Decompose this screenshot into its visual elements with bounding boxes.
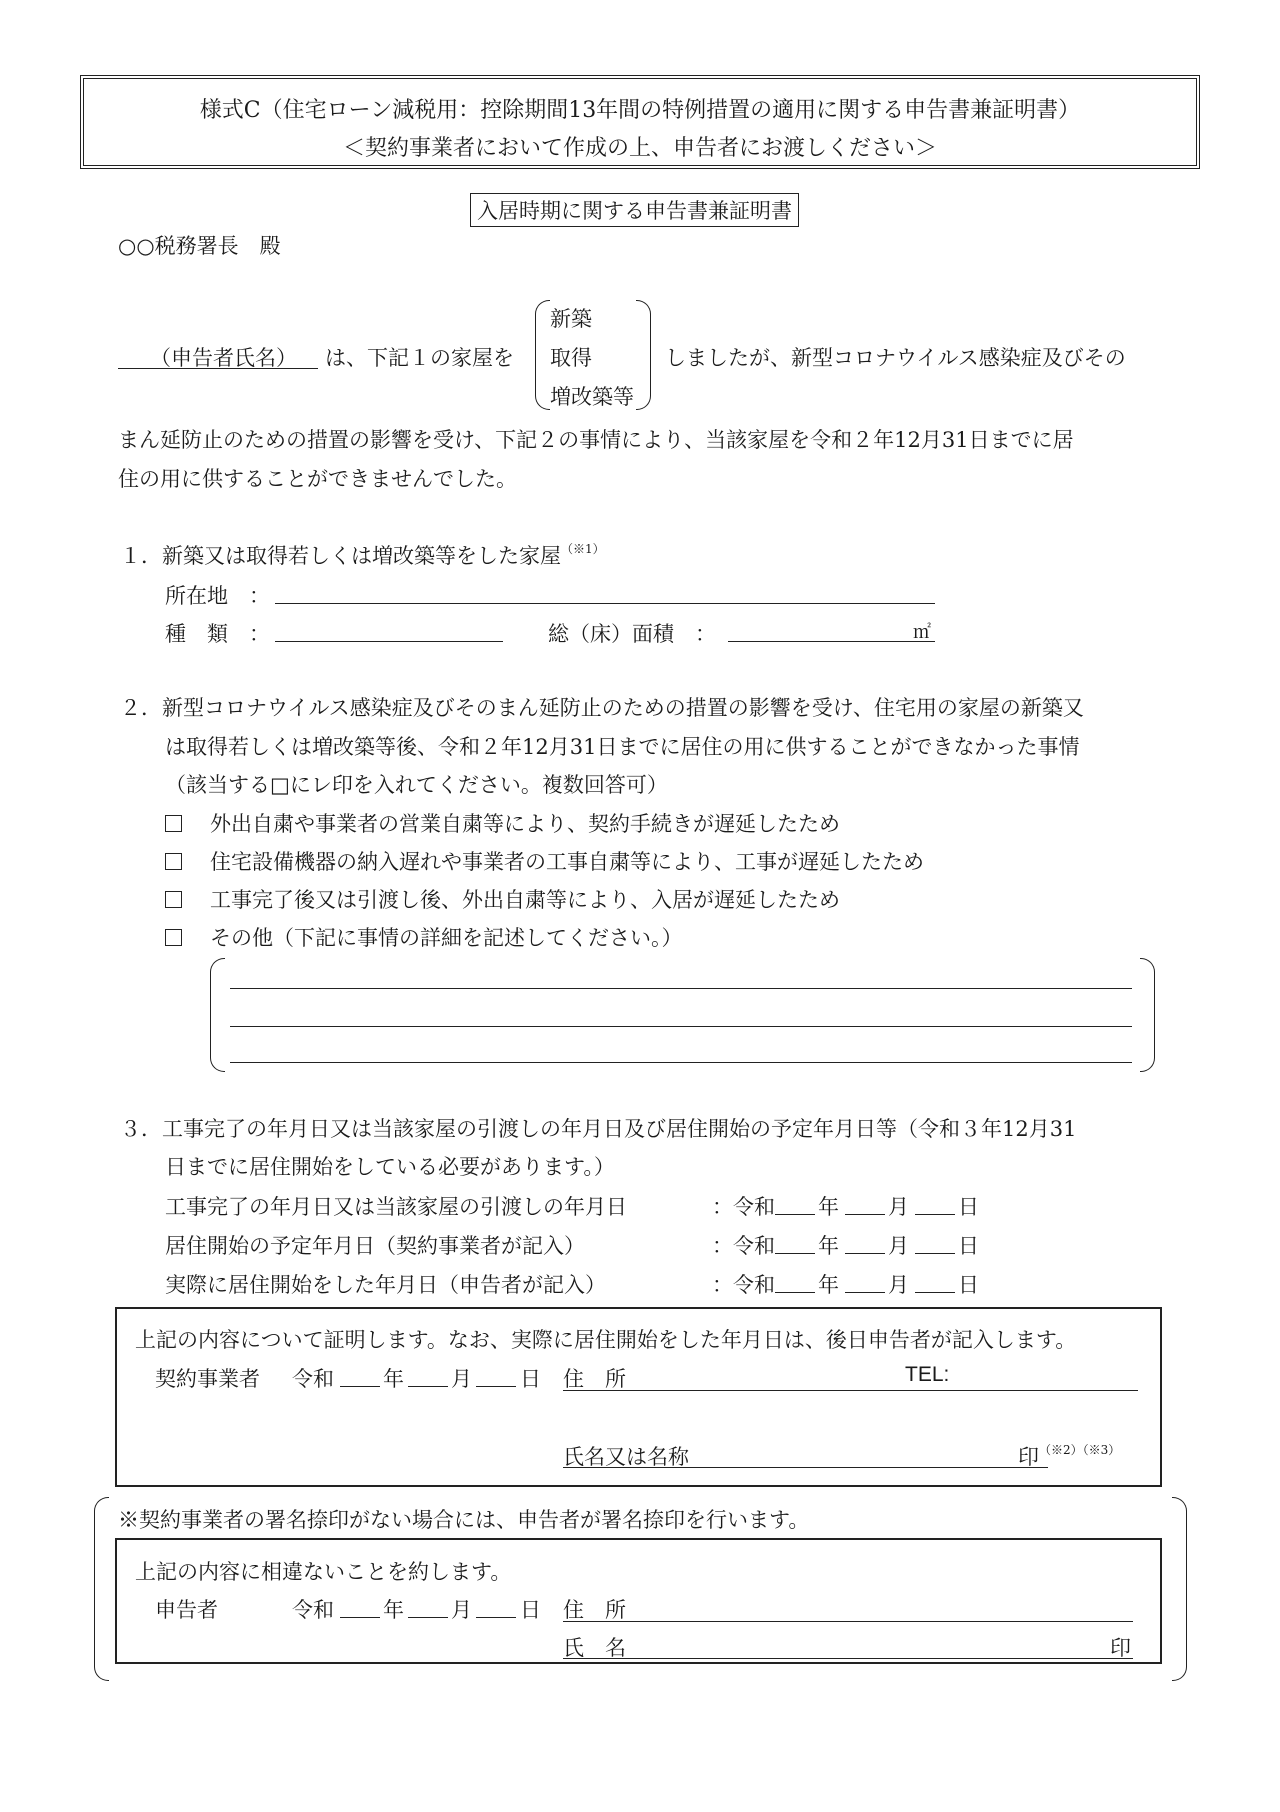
certificate-day-label: 日 xyxy=(520,1367,541,1391)
details-line[interactable] xyxy=(230,988,1132,989)
applicant-label: 申告者 xyxy=(155,1598,218,1622)
confirmation-era: 令和 xyxy=(292,1598,334,1622)
contractor-name-label: 氏名又は名称 xyxy=(563,1445,689,1469)
certificate-month-field[interactable] xyxy=(408,1386,448,1387)
intro-line3: 住の用に供することができませんでした。 xyxy=(118,467,517,491)
details-right-bracket xyxy=(1140,958,1155,1072)
intro-text-b: しましたが、新型コロナウイルス感染症及びその xyxy=(665,346,1126,370)
applicant-address-label: 住 所 xyxy=(563,1598,626,1622)
location-label: 所在地 ： xyxy=(165,584,270,608)
month-field[interactable] xyxy=(845,1253,885,1254)
month-field[interactable] xyxy=(845,1292,885,1293)
certificate-year-field[interactable] xyxy=(340,1386,380,1387)
form-header-title: 様式C（住宅ローン減税用：控除期間13年間の特例措置の適用に関する申告書兼証明書） xyxy=(199,98,1081,123)
section2-line2: は取得若しくは増改築等後、令和２年12月31日までに居住の用に供することができなかった事情 xyxy=(165,735,1080,759)
year-field[interactable] xyxy=(775,1253,815,1254)
confirmation-day-field[interactable] xyxy=(476,1617,516,1618)
area-unit: ㎡ xyxy=(913,622,931,643)
option-new-build: 新築 xyxy=(550,307,592,331)
certificate-era: 令和 xyxy=(292,1367,334,1391)
contractor-tel-label: TEL: xyxy=(905,1363,950,1386)
no-seal-note: ※契約事業者の署名捺印がない場合には、申告者が署名捺印を行います。 xyxy=(118,1508,810,1532)
day-field[interactable] xyxy=(915,1292,955,1293)
year-label: 年 xyxy=(818,1195,839,1219)
applicant-name-field[interactable] xyxy=(118,368,318,369)
section3-line1: ３．工事完了の年月日又は当該家屋の引渡しの年月日及び居住開始の予定年月日等（令和３年12月31 xyxy=(120,1117,1077,1141)
section2-line1: ２．新型コロナウイルス感染症及びそのまん延防止のための措置の影響を受け、住宅用の家屋の新築又 xyxy=(120,696,1084,720)
note-left-bracket xyxy=(94,1497,109,1681)
applicant-seal: 印 xyxy=(1110,1636,1131,1660)
year-label: 年 xyxy=(818,1273,839,1297)
addressee: ○○税務署長 殿 xyxy=(118,234,281,258)
options-left-brace xyxy=(535,300,550,410)
applicant-name-label: 氏 名 xyxy=(563,1636,626,1660)
reason-item[interactable]: その他（下記に事情の詳細を記述してください。） xyxy=(165,922,683,952)
month-label: 月 xyxy=(888,1195,909,1219)
details-left-bracket xyxy=(210,958,225,1072)
form-header-instruction: ＜契約事業者において作成の上、申告者にお渡しください＞ xyxy=(342,136,937,161)
month-label: 月 xyxy=(888,1273,909,1297)
date-row-era: ：令和 xyxy=(712,1234,775,1258)
year-label: 年 xyxy=(818,1234,839,1258)
reason-item[interactable]: 住宅設備機器の納入遅れや事業者の工事自粛等により、工事が遅延したため xyxy=(165,846,924,876)
note-right-bracket xyxy=(1172,1497,1187,1681)
date-row-label: 実際に居住開始をした年月日（申告者が記入） xyxy=(165,1273,606,1297)
date-row-era: ：令和 xyxy=(712,1273,775,1297)
date-row-era: ：令和 xyxy=(712,1195,775,1219)
day-label: 日 xyxy=(958,1234,979,1258)
applicant-address-field[interactable] xyxy=(563,1621,1133,1622)
area-field[interactable] xyxy=(728,641,935,642)
certificate-year-label: 年 xyxy=(383,1367,404,1391)
contractor-address-label: 住 所 xyxy=(563,1367,626,1391)
section1-heading: １．新築又は取得若しくは増改築等をした家屋$^{(※1)}$ xyxy=(120,542,605,568)
option-renovation: 増改築等 xyxy=(550,385,634,409)
details-line[interactable] xyxy=(230,1062,1132,1063)
contractor-seal-notes: （※2）（※3） xyxy=(1039,1443,1121,1457)
certificate-statement: 上記の内容について証明します。なお、実際に居住開始をした年月日は、後日申告者が記入します。 xyxy=(135,1328,1077,1352)
certificate-day-field[interactable] xyxy=(476,1386,516,1387)
contractor-label: 契約事業者 xyxy=(155,1367,260,1391)
options-right-brace xyxy=(636,300,651,410)
applicant-signature-field[interactable] xyxy=(563,1658,1133,1659)
year-field[interactable] xyxy=(775,1292,815,1293)
checkbox-icon xyxy=(165,891,182,908)
checkbox-icon xyxy=(165,929,182,946)
certificate-month-label: 月 xyxy=(451,1367,472,1391)
location-field[interactable] xyxy=(275,603,935,604)
details-line[interactable] xyxy=(230,1026,1132,1027)
applicant-name-placeholder: （申告者氏名） xyxy=(150,346,297,370)
area-label: 総（床）面積 ： xyxy=(548,622,716,646)
date-row-label: 居住開始の予定年月日（契約事業者が記入） xyxy=(165,1234,585,1258)
intro-text-a: は、下記１の家屋を xyxy=(325,346,514,370)
day-label: 日 xyxy=(958,1273,979,1297)
confirmation-month-label: 月 xyxy=(451,1598,472,1622)
section3-line2: 日までに居住開始をしている必要があります。） xyxy=(165,1155,615,1179)
type-label: 種 類 ： xyxy=(165,622,270,646)
type-field[interactable] xyxy=(275,641,503,642)
reason-item[interactable]: 外出自粛や事業者の営業自粛等により、契約手続きが遅延したため xyxy=(165,808,840,838)
day-field[interactable] xyxy=(915,1253,955,1254)
day-label: 日 xyxy=(958,1195,979,1219)
document-title: 入居時期に関する申告書兼証明書 xyxy=(470,193,799,227)
checkbox-icon xyxy=(165,853,182,870)
form-header-box xyxy=(80,75,1200,169)
section1-note: （※1） xyxy=(561,542,605,556)
confirmation-day-label: 日 xyxy=(520,1598,541,1622)
contractor-address-field[interactable] xyxy=(563,1390,1138,1391)
confirmation-statement: 上記の内容に相違ないことを約します。 xyxy=(135,1560,512,1584)
date-row-label: 工事完了の年月日又は当該家屋の引渡しの年月日 xyxy=(165,1195,627,1219)
month-field[interactable] xyxy=(845,1214,885,1215)
contractor-seal: 印$^{(※2)(※3)}$ xyxy=(1018,1443,1121,1469)
day-field[interactable] xyxy=(915,1214,955,1215)
section2-line3: （該当する□にレ印を入れてください。複数回答可） xyxy=(165,773,668,797)
option-acquisition: 取得 xyxy=(550,346,592,370)
confirmation-year-field[interactable] xyxy=(340,1617,380,1618)
month-label: 月 xyxy=(888,1234,909,1258)
confirmation-year-label: 年 xyxy=(383,1598,404,1622)
year-field[interactable] xyxy=(775,1214,815,1215)
intro-line2: まん延防止のための措置の影響を受け、下記２の事情により、当該家屋を令和２年12月31日までに居 xyxy=(118,428,1074,452)
confirmation-month-field[interactable] xyxy=(408,1617,448,1618)
checkbox-icon xyxy=(165,815,182,832)
reason-item[interactable]: 工事完了後又は引渡し後、外出自粛等により、入居が遅延したため xyxy=(165,884,840,914)
contractor-name-field[interactable] xyxy=(563,1467,1048,1468)
